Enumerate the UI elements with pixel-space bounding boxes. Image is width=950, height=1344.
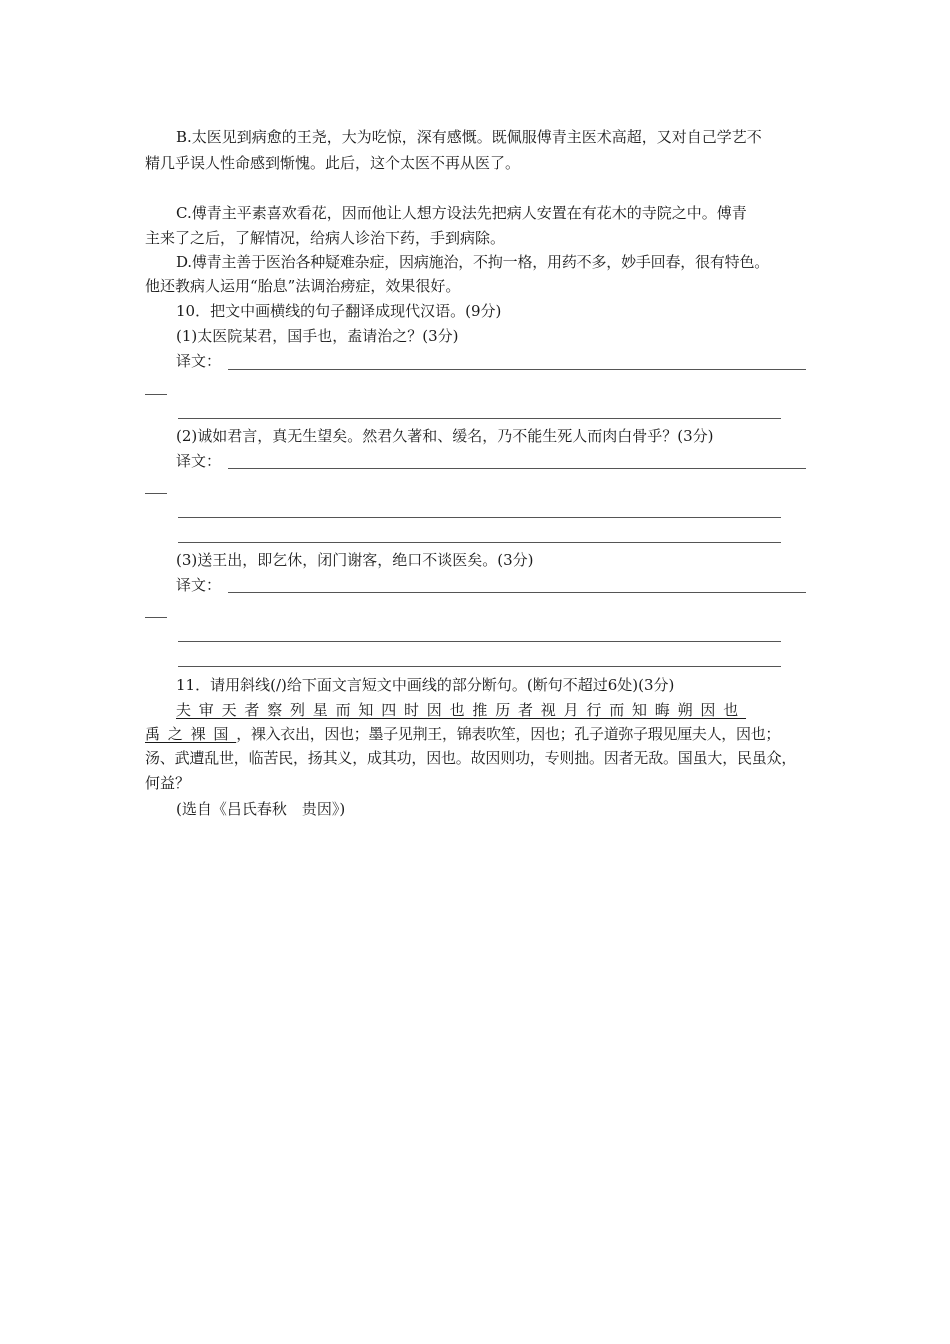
q10-item2-answer-line[interactable]	[178, 542, 781, 543]
q10-item1-answer-line[interactable]	[228, 369, 806, 370]
q11-underlined-text: 夫审天者察列星而知四时因也推历者视月行而知晦朔因也	[176, 701, 747, 719]
q10-item1-answer-label: 译文：	[176, 352, 222, 370]
q10-item3-answer-line-continued[interactable]	[145, 617, 167, 618]
q10-item1-sentence: (1)太医院某君，国手也，盍请治之？(3分)	[176, 327, 459, 345]
q10-item3-answer-line[interactable]	[228, 592, 806, 593]
q10-item2-answer-line-continued[interactable]	[145, 493, 167, 494]
q10-item2-sentence: (2)诚如君言，真无生望矣。然君久著和、缓名，乃不能生死人而肉白骨乎？(3分)	[176, 427, 714, 445]
q11-title: 11．请用斜线(/)给下面文言短文中画线的部分断句。(断句不超过6处)(3分)	[176, 676, 675, 694]
q11-passage-line1	[176, 698, 836, 722]
q11-passage-line2	[145, 722, 815, 746]
q10-title: 10．把文中画横线的句子翻译成现代汉语。(9分)	[176, 302, 502, 320]
q10-item3-answer-line[interactable]	[178, 666, 781, 667]
option-b-line1: B.太医见到病愈的王尧，大为吃惊，深有感慨。既佩服傅青主医术高超，又对自己学艺不	[176, 128, 762, 146]
q10-item1-answer-line[interactable]	[178, 418, 781, 419]
q11-underlined-text: 禹之裸国	[145, 725, 237, 743]
option-d-line1: D.傅青主善于医治各种疑难杂症，因病施治，不拘一格，用药不多，妙手回春，很有特色。	[176, 253, 770, 271]
q10-item2-answer-label: 译文：	[176, 452, 222, 470]
q10-item2-answer-line[interactable]	[178, 517, 781, 518]
q11-passage-line4: 何益？	[145, 774, 191, 792]
q11-source: (选自《吕氏春秋 贵因》)	[176, 800, 346, 818]
q11-passage-line3: 汤、武遭乱世，临苦民，扬其义，成其功，因也。故因则功，专则拙。因者无敌。国虽大，民虽众，	[145, 749, 797, 767]
q10-item3-answer-line[interactable]	[178, 641, 781, 642]
option-c-line1: C.傅青主平素喜欢看花，因而他让人想方设法先把病人安置在有花木的寺院之中。傅青	[176, 204, 747, 222]
option-c-line2: 主来了之后，了解情况，给病人诊治下药，手到病除。	[145, 229, 506, 247]
q10-item2-answer-line[interactable]	[228, 468, 806, 469]
option-d-line2: 他还教病人运用“胎息”法调治痨症，效果很好。	[145, 277, 461, 295]
q10-item1-answer-line-continued[interactable]	[145, 394, 167, 395]
q10-item3-sentence: (3)送王出，即乞休，闭门谢客，绝口不谈医矣。(3分)	[176, 551, 534, 569]
option-b-line2: 精几乎误人性命感到惭愧。此后，这个太医不再从医了。	[145, 154, 521, 172]
q11-passage-text: ，裸入衣出，因也；墨子见荆王，锦表吹笙，因也；孔子道弥子瑕见厘夫人，因也；	[236, 725, 781, 743]
q10-item3-answer-label: 译文：	[176, 576, 222, 594]
